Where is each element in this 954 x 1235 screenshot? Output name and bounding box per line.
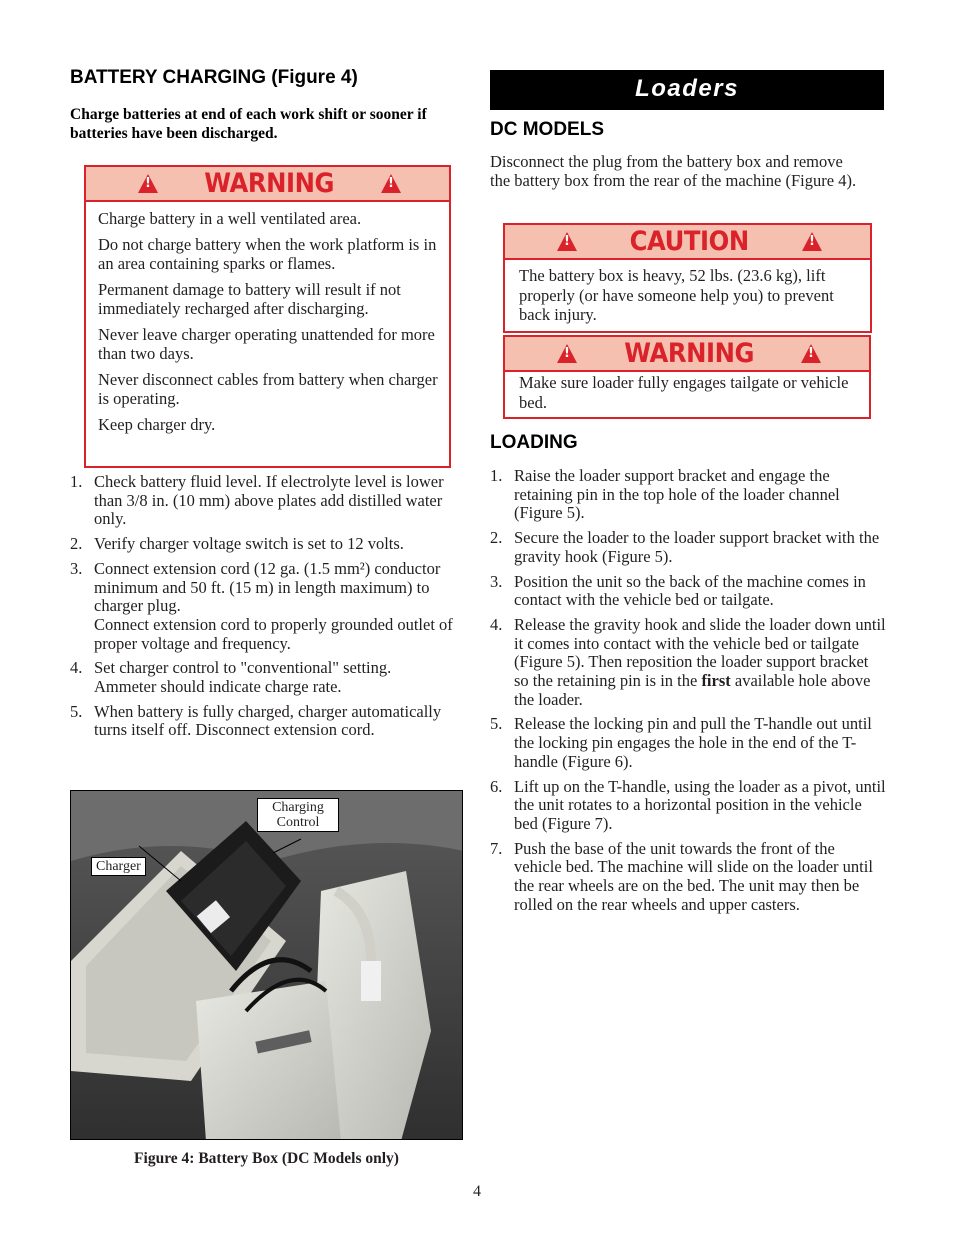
warning-title: WARNING [624,338,754,369]
list-item: 2. Secure the loader to the loader support bracket with the gravity hook (Figure 5). [490,528,880,566]
figure-caption: Figure 4: Battery Box (DC Models only) [134,1150,399,1167]
loaders-banner [490,70,884,110]
list-item: 5. Release the locking pin and pull the T-handle out until the locking pin engages the hole in the end of the T-handle (Figure 6). [490,714,872,771]
warning-item: Do not charge battery when the work platform is in an area containing sparks or flames. [98,234,437,273]
battery-charging-intro: Charge batteries at end of each work shift or sooner if batteries have been discharged. [70,106,427,142]
warning-item: Permanent damage to battery will result if not immediately recharged after discharging. [98,279,401,318]
caution-title: CAUTION [629,226,750,257]
warning-item: Never leave charger operating unattended for more than two days. [98,324,435,363]
caution-text: The battery box is heavy, 52 lbs. (23.6 kg), lift properly (or have someone help you) to prevent back injury. [519,266,834,324]
warning-triangle-icon [801,344,821,363]
list-item: 4. Set charger control to "conventional" setting. Ammeter should indicate charge rate. [70,658,392,697]
warning-box-loader [503,335,871,419]
list-item: 7. Push the base of the unit towards the front of the vehicle bed. The machine will slide on the loader until the rear wheels are on the bed. The unit may then be rolled on the rear wheels and upper casters. [490,838,873,914]
warning-header [86,167,449,202]
list-item: 3. Connect extension cord (12 ga. (1.5 mm²) conductor minimum and 50 ft. (15 m) in length maximum) to charger plug. Connect extension cord to properly grounded outlet of proper voltage and frequency. [70,558,453,653]
callout-charging-control: Charging Control [257,798,339,832]
caution-box [503,223,872,333]
list-item: 4. Release the gravity hook and slide the loader down until it comes into contact with the vehicle bed or tailgate (Figure 5). Then reposition the loader support bracket so the retaining pin is in the first available hole above the loader. [490,614,886,709]
dc-models-heading: DC MODELS [490,119,604,140]
list-item: 1. Check battery fluid level. If electrolyte level is lower than 3/8 in. (10 mm) above plates add distilled water only. [70,472,444,529]
loading-steps-list [490,467,886,920]
loading-heading: LOADING [490,432,578,453]
warning-item: Charge battery in a well ventilated area. [98,209,362,228]
section-heading-battery-charging: BATTERY CHARGING (Figure 4) [70,67,358,88]
caution-triangle-icon [557,232,577,251]
battery-box-illustration [71,791,463,1140]
page-number: 4 [473,1183,481,1200]
list-item: 2. Verify charger voltage switch is set to 12 volts. [70,534,404,554]
list-item: 3. Position the unit so the back of the machine comes in contact with the vehicle bed or tailgate. [490,571,866,610]
warning-item: Keep charger dry. [98,414,216,434]
warning-header [505,337,869,372]
warning-triangle-icon [138,174,158,193]
loaders-banner-title: Loaders [635,75,739,102]
warning-title: WARNING [204,168,335,199]
callout-charger: Charger [91,857,146,876]
warning-list [86,202,449,434]
warning-triangle-icon [381,174,401,193]
warning-item: Never disconnect cables from battery when charger is operating. [98,369,438,408]
battery-box-photo [70,790,463,1140]
list-item: 1. Raise the loader support bracket and engage the retaining pin in the top hole of the loader channel (Figure 5). [490,466,840,523]
caution-header [505,225,870,260]
list-item: 6. Lift up on the T-handle, using the loader as a pivot, until the unit rotates to a horizontal position in the vehicle bed (Figure 7). [490,776,886,833]
warning-box-charging [84,165,451,468]
charging-steps-list [70,473,455,746]
dc-models-text: Disconnect the plug from the battery box and remove the battery box from the rear of the machine (Figure 4). [490,152,857,190]
caution-triangle-icon [802,232,822,251]
list-item: 5. When battery is fully charged, charger automatically turns itself off. Disconnect extension cord. [70,701,442,740]
warning-triangle-icon [557,344,577,363]
warning-text: Make sure loader fully engages tailgate or vehicle bed. [519,373,849,412]
